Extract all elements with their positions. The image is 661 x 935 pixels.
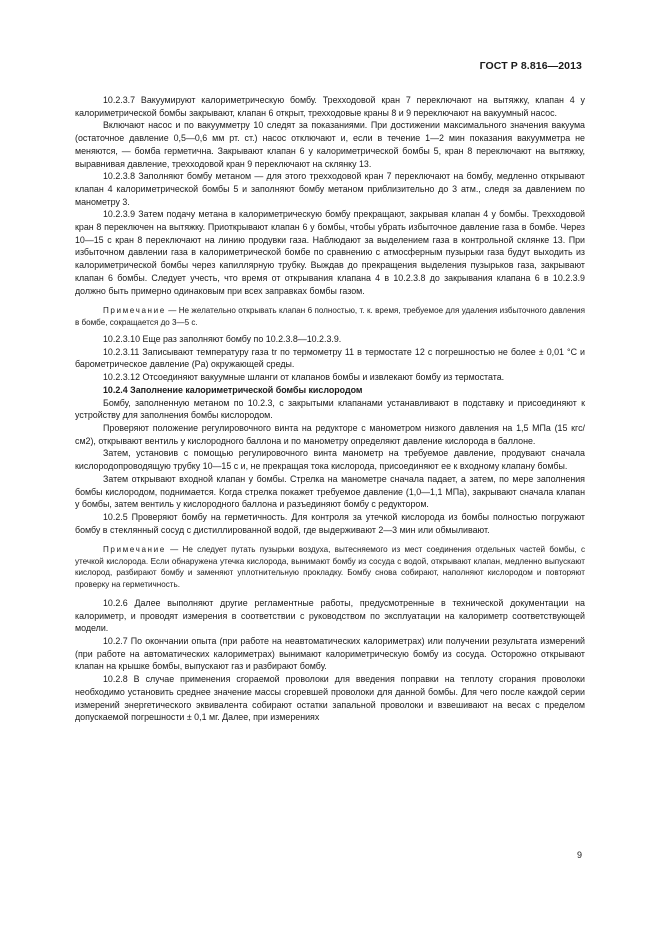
note-2 [75,544,585,590]
paragraph-open-valve: Затем открывают входной клапан у бомбы. Стрелка на манометре сначала падает, а затем, по мере заполнения бомбы кислородом, поднимается. Когда стрелка покажет требуемое давление (1,0—1,1 МПа), закрывают сначала клапан у бомбы, затем вентиль у кислородного баллона и разъединяют бомбу с редуктором. [75,473,585,510]
paragraph-10-2-3-7: 10.2.3.7 Вакуумируют калориметрическую бомбу. Трехходовой кран 7 переключают на вытяжку, клапан 4 у калориметрической бомбы закрывают, клапан 6 открыт, трехходовые краны 8 и 9 переключают на вакуумный насос. [75,95,585,118]
paragraph-10-2-8: 10.2.8 В случае применения сгораемой проволоки для введения поправки на теплоту сгорания проволоки необходимо установить среднее значение массы сгоревшей проволоки для данной бомбы. Для чего после каждой серии измерений энергетического эквивалента собирают остатки запальной проволоки и взвешивают на весах с пределом допускаемой погрешности ± 0,1 мг. Далее, при измерениях [75,674,585,723]
paragraph-10-2-7: 10.2.7 По окончании опыта (при работе на неавтоматических калориметрах) или получении результата измерений (при работе на автоматических калориметрах) вынимают калориметрическую бомбу из сосуда. Осторожно открывают клапан на крышке бомбы, выпускают газ и разбирают бомбу. [75,636,585,672]
paragraph-10-2-5: 10.2.5 Проверяют бомбу на герметичность. Для контроля за утечкой кислорода из бомбы полностью погружают бомбу в стеклянный сосуд с дистиллированной водой, где выдерживают 2—3 мин или обмыливают. [75,511,585,535]
paragraph-10-2-6: 10.2.6 Далее выполняют другие регламентные работы, предусмотренные в технической документации на калориметр, и проводят измерения в соответствии с руководством по эксплуатации на калориметр соответствующей модели. [75,597,585,634]
paragraph-10-2-3-8: 10.2.3.8 Заполняют бомбу метаном — для этого трехходовой кран 7 переключают на бомбу, медленно открывают клапан 4 калориметрической бомбы 5 и заполняют бомбу метаном приблизительно до 3 атм., следя за давлением по манометру 3. [75,171,585,207]
page-number: 9 [576,850,582,860]
paragraph-10-2-3-9: 10.2.3.9 Затем подачу метана в калориметрическую бомбу прекращают, закрывая клапан 4 у бомбы. Трехходовой кран 8 переключен на вытяжку. Приоткрывают клапан 6 у бомбы, чтобы убрать избыточное давление газа в бомбе. Через 10—15 с кран 8 переключают на линию продувки газа. Наблюдают за выделением газа в контрольной склянке 13. При избыточном давлении газа в калориметрической бомбе по сравнению с атмосферным пузырьки газа будут выходить из калориметрической бомбы через капиллярную трубку. Выждав до прекращения выделения пузырьков газа, закрывают клапан 6 бомбы. Следует учесть, что время от открывания клапана 4 в 10.2.3.8 до закрывания клапана 6 в 10.2.3.9 должно быть примерно одинаковым при всех заправках бомбы газом. [75,209,585,296]
note-2-text: — Не следует путать пузырьки воздуха, вытесняемого из мест соединения отдельных частей бомбы, с утечкой кислорода. Если обнаружена утечка кислорода, вынимают бомбу из сосуда с водой, открывают клапан, медленно выпускают кислород, разбирают бомбу и заменяют уплотнительную прокладку. Бомбу снова собирают, наполняют кислородом и повторяют проверку на герметичность. [75,545,585,589]
paragraph-10-2-3-10: 10.2.3.10 Еще раз заполняют бомбу по 10.2.3.8—10.2.3.9. [103,334,342,345]
paragraph-purge-tube: Затем, установив с помощью регулировочного винта манометр на требуемое давление, продувают сначала кислородопроводящую трубку 10—15 с и, не прекращая тока кислорода, присоединяют ее к входному клапану бомбы. [75,448,585,472]
standard-header: ГОСТ Р 8.816—2013 [479,60,582,72]
paragraph-10-2-3-12: 10.2.3.12 Отсоединяют вакуумные шланги от клапанов бомбы и извлекают бомбу из термостата. [103,372,505,383]
paragraph-vacuum-check: Включают насос и по вакуумметру 10 следят за показаниями. При достижении максимального значения вакуума (остаточное давление 0,5—0,6 мм рт. ст.) насос отключают и, если в течение 1—2 мин показания вакуумметра не меняются, — бомба герметична. Закрывают клапан 6 у калориметрической бомбы 5, кран 8 переключают на вытяжку, выравнивая давление, трехходовой кран 9 переключают на склянку 13. [75,120,585,169]
note-2-label: Примечание [103,545,166,555]
paragraph-bomb-mount: Бомбу, заполненную метаном по 10.2.3, с закрытыми клапанами устанавливают в подставку и присоединяют к устройству для заполнения бомбы кислородом. [75,397,585,421]
paragraph-reducer-check: Проверяют положение регулировочного винта на редукторе с манометром низкого давления на 1,5 МПа (15 кгс/см2), открывают вентиль у кислородного баллона и по манометру определяют давление кислорода в баллоне. [75,422,585,446]
note-1-text: — Не желательно открывать клапан 6 полностью, т. к. время, требуемое для удаления избыточного давления в бомбе, сокращается до 3—5 с. [75,306,585,327]
document-body [75,94,585,724]
paragraph-10-2-3-11: 10.2.3.11 Записывают температуру газа tr по термометру 11 в термостате 12 с погрешностью не более ± 0,01 °С и барометрическое давление (Pa) окружающей среды. [75,346,585,370]
note-1-label: Примечание [103,306,166,316]
note-1 [75,305,585,328]
section-heading-10-2-4: 10.2.4 Заполнение калориметрической бомбы кислородом [103,384,363,395]
